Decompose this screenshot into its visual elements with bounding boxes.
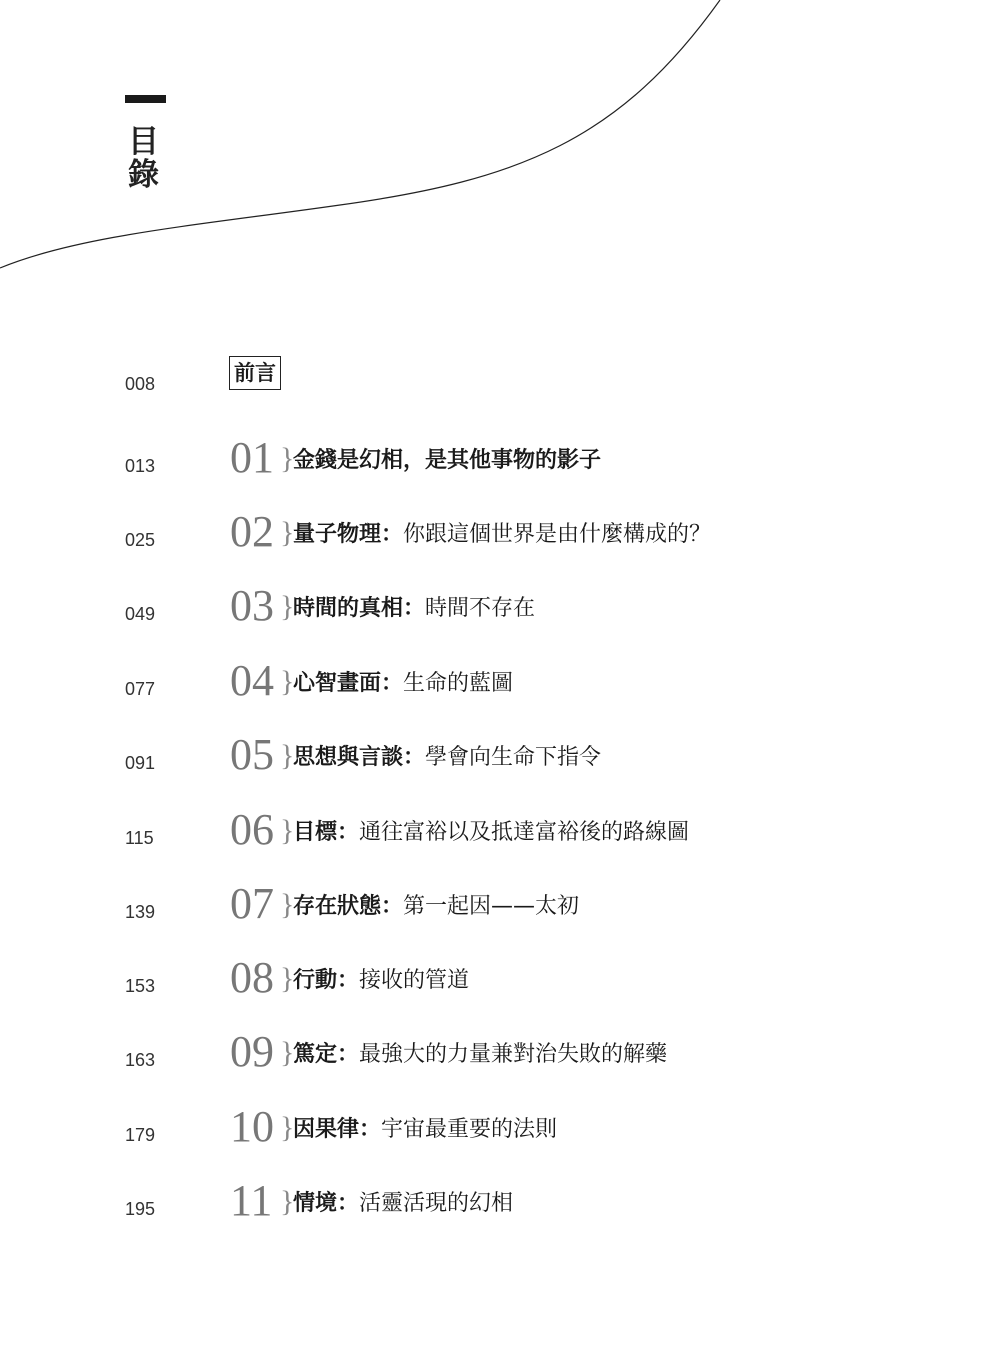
brace-decoration: } xyxy=(280,1185,295,1218)
brace-decoration: } xyxy=(280,1111,295,1144)
brace-decoration: } xyxy=(280,442,295,475)
toc-row-chapter-04[interactable] xyxy=(0,656,1000,739)
page-number: 153 xyxy=(125,976,156,996)
chapter-title-main: 量子物理： xyxy=(293,522,404,547)
chapter-number: 02 xyxy=(230,507,274,556)
brace-decoration: } xyxy=(280,516,295,549)
brace-decoration: } xyxy=(280,814,295,847)
toc-row-chapter-11[interactable] xyxy=(0,1176,1000,1259)
chapter-number: 11 xyxy=(230,1176,273,1225)
chapter-title xyxy=(293,595,535,623)
chapter-title-sub: 時間不存在 xyxy=(425,596,536,621)
page-number: 163 xyxy=(125,1050,156,1070)
preface-label: 前言 xyxy=(229,356,281,390)
chapter-title-main: 篤定： xyxy=(293,1042,360,1067)
chapter-title-sub: 第一起因——太初 xyxy=(403,894,580,919)
page-number: 091 xyxy=(125,753,156,773)
chapter-title xyxy=(293,1116,557,1144)
chapter-title-main: 心智畫面： xyxy=(293,671,404,696)
page-number: 139 xyxy=(125,902,156,922)
chapter-number: 08 xyxy=(230,953,274,1002)
chapter-number: 01 xyxy=(230,433,274,482)
chapter-title-main: 時間的真相： xyxy=(293,596,426,621)
chapter-title xyxy=(293,744,601,772)
toc-row-chapter-05[interactable] xyxy=(0,730,1000,813)
chapter-title-main: 目標： xyxy=(293,820,360,845)
page-number: 077 xyxy=(125,679,156,699)
page-number: 008 xyxy=(125,374,156,394)
toc-row-chapter-03[interactable] xyxy=(0,581,1000,664)
brace-decoration: } xyxy=(280,590,295,623)
chapter-number: 09 xyxy=(230,1027,274,1076)
toc-row-chapter-10[interactable] xyxy=(0,1102,1000,1185)
chapter-title xyxy=(293,670,513,698)
chapter-title-sub: 學會向生命下指令 xyxy=(425,745,602,770)
chapter-title-main: 行動： xyxy=(293,968,360,993)
chapter-title-sub: 最強大的力量兼對治失敗的解藥 xyxy=(359,1042,668,1067)
toc-row-chapter-01[interactable] xyxy=(0,433,1000,516)
chapter-title-main: 存在狀態： xyxy=(293,894,404,919)
toc-row-chapter-09[interactable] xyxy=(0,1027,1000,1110)
toc-row-preface[interactable] xyxy=(0,361,1000,434)
chapter-title-main: 因果律： xyxy=(293,1117,382,1142)
chapter-title xyxy=(293,1041,667,1069)
page-number: 195 xyxy=(125,1199,156,1219)
toc-row-chapter-08[interactable] xyxy=(0,953,1000,1036)
chapter-title-sub: 活靈活現的幻相 xyxy=(359,1191,514,1216)
brace-decoration: } xyxy=(280,665,295,698)
title-char-2: 錄 xyxy=(128,157,159,193)
chapter-title-sub: 你跟這個世界是由什麼構成的？ xyxy=(403,522,712,547)
toc-row-chapter-07[interactable] xyxy=(0,879,1000,962)
chapter-number: 05 xyxy=(230,730,274,779)
brace-decoration: } xyxy=(280,962,295,995)
chapter-title xyxy=(293,521,711,549)
chapter-title-sub: 宇宙最重要的法則 xyxy=(381,1117,558,1142)
page-number: 049 xyxy=(125,604,156,624)
chapter-title-main: 金錢是幻相，是其他事物的影子 xyxy=(293,448,602,473)
chapter-number: 06 xyxy=(230,805,274,854)
page-number: 115 xyxy=(125,828,154,848)
chapter-title-main: 思想與言談： xyxy=(293,745,426,770)
toc-row-chapter-02[interactable] xyxy=(0,507,1000,590)
chapter-title xyxy=(293,893,579,921)
title-char-1: 目 xyxy=(128,124,159,160)
chapter-title-sub: 生命的藍圖 xyxy=(403,671,514,696)
chapter-number: 04 xyxy=(230,656,274,705)
page-number: 013 xyxy=(125,456,156,476)
page-number: 025 xyxy=(125,530,156,550)
toc-row-chapter-06[interactable] xyxy=(0,805,1000,888)
chapter-number: 10 xyxy=(230,1102,274,1151)
chapter-title xyxy=(293,447,601,475)
brace-decoration: } xyxy=(280,888,295,921)
chapter-number: 07 xyxy=(230,879,274,928)
chapter-title-sub: 接收的管道 xyxy=(359,968,470,993)
chapter-title-sub: 通往富裕以及抵達富裕後的路線圖 xyxy=(359,820,690,845)
brace-decoration: } xyxy=(280,739,295,772)
chapter-title-main: 情境： xyxy=(293,1191,360,1216)
chapter-title xyxy=(293,1190,513,1218)
brace-decoration: } xyxy=(280,1036,295,1069)
chapter-title xyxy=(293,819,689,847)
chapter-number: 03 xyxy=(230,581,274,630)
page-number: 179 xyxy=(125,1125,156,1145)
chapter-title xyxy=(293,967,469,995)
